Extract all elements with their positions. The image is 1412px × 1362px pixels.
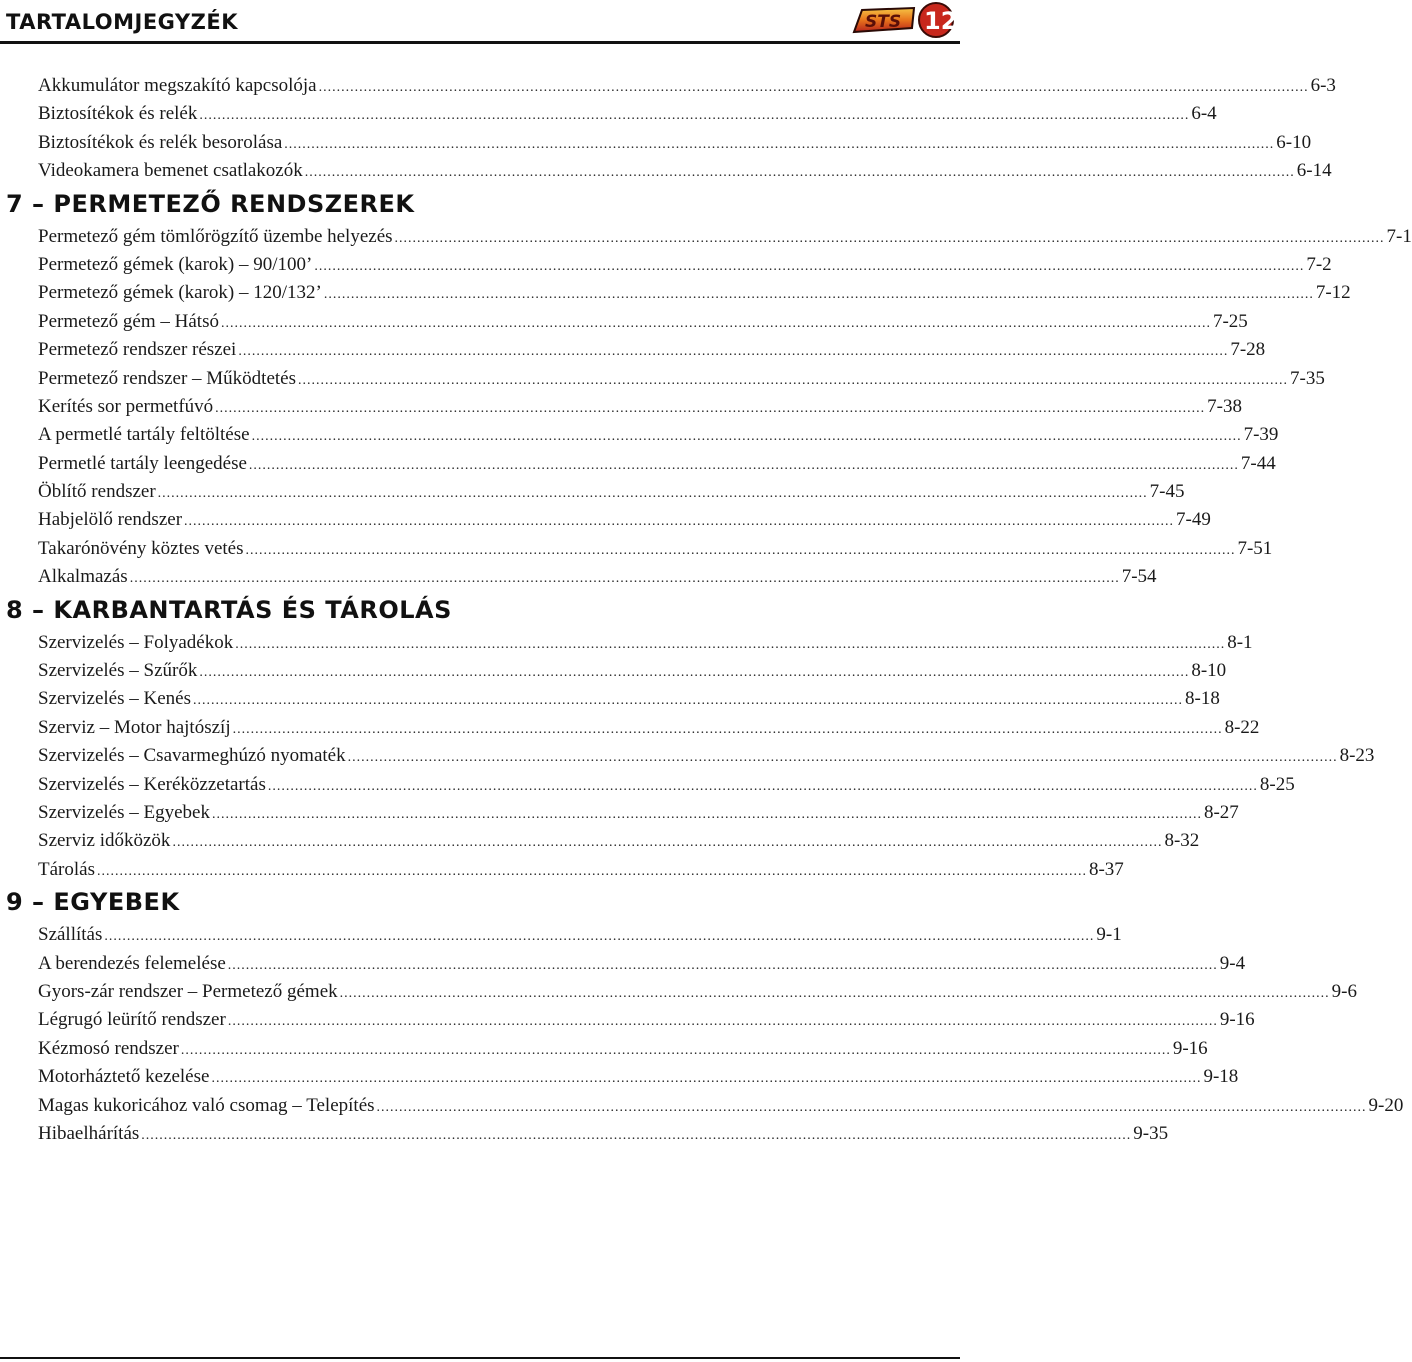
toc-entry-label: Szervizelés – Csavarmeghúzó nyomaték xyxy=(38,745,346,767)
toc-entry[interactable] xyxy=(38,450,1276,478)
toc-entry[interactable] xyxy=(38,308,1248,336)
toc-entry-label: Biztosítékok és relék besorolása xyxy=(38,131,283,153)
toc-entry-label: Permetező gém tömlőrögzítő üzembe helyezés xyxy=(38,225,393,247)
toc-entry-page: 8-32 xyxy=(1164,830,1200,852)
dot-leader: ............................................................................................................................................................................................................................ xyxy=(184,514,1175,530)
toc-entry-page: 7-35 xyxy=(1290,367,1325,389)
toc-entry-page: 9-1 xyxy=(1096,924,1122,946)
dot-leader: ............................................................................................................................................................................................................................ xyxy=(180,1042,1171,1058)
toc-entry-label: A berendezés felemelése xyxy=(38,952,226,974)
toc-entry-label: Habjelölő rendszer xyxy=(38,509,183,531)
toc-entry[interactable] xyxy=(38,393,1242,421)
dot-leader: ............................................................................................................................................................................................................................ xyxy=(104,929,1095,945)
dot-leader: ............................................................................................................................................................................................................................ xyxy=(339,985,1330,1001)
dot-leader: ............................................................................................................................................................................................................................ xyxy=(220,315,1211,331)
dot-leader: ............................................................................................................................................................................................................................ xyxy=(394,230,1385,246)
toc-entry-page: 8-23 xyxy=(1339,745,1375,767)
dot-leader: ............................................................................................................................................................................................................................ xyxy=(267,778,1258,794)
toc-entry-page: 7-25 xyxy=(1212,310,1248,332)
toc-entry[interactable] xyxy=(38,978,1357,1006)
toc-entry[interactable] xyxy=(38,421,1279,449)
toc-entry-label: Alkalmazás xyxy=(38,566,128,588)
toc-entry[interactable] xyxy=(38,629,1253,657)
toc-entry-page: 7-28 xyxy=(1230,339,1266,361)
dot-leader: ............................................................................................................................................................................................................................ xyxy=(211,1071,1202,1087)
toc-entry-page: 7-51 xyxy=(1237,537,1273,559)
toc-entry-label: Videokamera bemenet csatlakozók xyxy=(38,160,303,182)
toc-entry[interactable] xyxy=(38,950,1246,978)
toc-entry[interactable] xyxy=(38,856,1124,884)
toc-entry-label: Motorháztető kezelése xyxy=(38,1066,210,1088)
dot-leader: ............................................................................................................................................................................................................................ xyxy=(141,1127,1132,1143)
dot-leader: ............................................................................................................................................................................................................................ xyxy=(238,344,1229,360)
toc-entry-page: 6-10 xyxy=(1276,131,1312,153)
dot-leader: ............................................................................................................................................................................................................................ xyxy=(318,80,1309,95)
toc-entry-label: Permetező rendszer részei xyxy=(38,339,237,361)
toc-entry[interactable] xyxy=(38,771,1295,799)
toc-section-heading: 9 – EGYEBEK xyxy=(6,888,180,917)
toc-entry-page: 6-14 xyxy=(1296,160,1332,182)
toc-entry-page: 8-37 xyxy=(1088,858,1124,880)
dot-leader: ............................................................................................................................................................................................................................ xyxy=(227,957,1218,973)
toc-entry-label: Biztosítékok és relék xyxy=(38,103,198,125)
toc-entry[interactable] xyxy=(38,1120,1169,1148)
dot-leader: ............................................................................................................................................................................................................................ xyxy=(284,136,1275,152)
toc-entry[interactable] xyxy=(38,223,1412,251)
toc-entry-page: 7-12 xyxy=(1315,282,1351,304)
dot-leader: ............................................................................................................................................................................................................................ xyxy=(235,636,1226,652)
toc-entry[interactable] xyxy=(38,506,1211,534)
toc-entry[interactable] xyxy=(38,251,1332,279)
toc-entry[interactable] xyxy=(38,799,1239,827)
toc-entry-page: 7-38 xyxy=(1207,395,1242,417)
toc-entry-label: Permetlé tartály leengedése xyxy=(38,452,247,474)
dot-leader: ............................................................................................................................................................................................................................ xyxy=(211,806,1202,822)
toc-entry-label: Gyors-zár rendszer – Permetező gémek xyxy=(38,980,338,1002)
toc-entry-page: 7-54 xyxy=(1121,566,1157,588)
toc-entry-page: 7-45 xyxy=(1149,481,1185,503)
toc-entry-label: A permetlé tartály feltöltése xyxy=(38,424,250,446)
dot-leader: ............................................................................................................................................................................................................................ xyxy=(347,750,1338,766)
toc-entry-label: Takarónövény köztes vetés xyxy=(38,537,244,559)
toc-entry-label: Légrugó leürítő rendszer xyxy=(38,1009,226,1031)
toc-entry-label: Akkumulátor megszakító kapcsolója xyxy=(38,75,317,96)
toc-entry-label: Szervizelés – Egyebek xyxy=(38,801,210,823)
toc-entry[interactable] xyxy=(38,279,1351,307)
toc-entry-label: Permetező gémek (karok) – 90/100’ xyxy=(38,253,313,275)
toc-entry-page: 9-20 xyxy=(1368,1094,1404,1116)
toc-entry[interactable] xyxy=(38,1035,1208,1063)
toc-entry-label: Kerítés sor permetfúvó xyxy=(38,395,214,417)
toc-entry-label: Permetező gém – Hátsó xyxy=(38,310,219,332)
toc-entry-label: Permetező gémek (karok) – 120/132’ xyxy=(38,282,322,304)
toc-entry[interactable] xyxy=(38,535,1273,563)
dot-leader: ............................................................................................................................................................................................................................ xyxy=(323,287,1314,303)
toc-entry-label: Szervizelés – Folyadékok xyxy=(38,631,234,653)
toc-entry-page: 8-10 xyxy=(1191,660,1227,682)
toc-entry[interactable] xyxy=(38,827,1200,855)
toc-entry-label: Kézmosó rendszer xyxy=(38,1037,179,1059)
toc-entry-page: 9-4 xyxy=(1219,952,1246,974)
toc-entry[interactable] xyxy=(38,478,1185,506)
toc-entry-label: Szervizelés – Keréközzetartás xyxy=(38,773,266,795)
toc-entry-page: 6-4 xyxy=(1191,103,1217,125)
toc-entry[interactable] xyxy=(38,657,1227,685)
toc-entry-page: 8-25 xyxy=(1259,773,1295,795)
dot-leader: ............................................................................................................................................................................................................................ xyxy=(157,486,1148,502)
dot-leader: ............................................................................................................................................................................................................................ xyxy=(96,863,1087,879)
toc-entry-page: 6-3 xyxy=(1310,75,1336,96)
dot-leader: ............................................................................................................................................................................................................................ xyxy=(172,835,1163,851)
dot-leader: ............................................................................................................................................................................................................................ xyxy=(298,372,1288,388)
toc-entry-label: Szervizelés – Szűrők xyxy=(38,660,198,682)
dot-leader: ............................................................................................................................................................................................................................ xyxy=(199,665,1190,681)
toc-entry[interactable] xyxy=(38,72,1336,100)
toc-entry-page: 8-1 xyxy=(1227,631,1253,653)
svg-text:STS: STS xyxy=(865,12,902,32)
toc-entry-page: 7-49 xyxy=(1176,509,1211,531)
toc-entry[interactable] xyxy=(38,129,1312,157)
toc-entry-page: 7-2 xyxy=(1306,253,1332,275)
toc-entry-page: 8-18 xyxy=(1185,688,1220,710)
toc-entry-page: 8-27 xyxy=(1203,801,1239,823)
toc-entry-page: 9-16 xyxy=(1172,1037,1208,1059)
toc-entry-label: Tárolás xyxy=(38,858,95,880)
dot-leader: ............................................................................................................................................................................................................................ xyxy=(232,721,1223,737)
dot-leader: ............................................................................................................................................................................................................................ xyxy=(304,165,1295,181)
dot-leader: ............................................................................................................................................................................................................................ xyxy=(227,1014,1218,1030)
toc-entry-label: Szállítás xyxy=(38,924,103,946)
footer-rule xyxy=(0,1357,960,1359)
svg-text:12: 12 xyxy=(924,7,958,35)
toc-entry-page: 9-6 xyxy=(1331,980,1357,1002)
dot-leader: ............................................................................................................................................................................................................................ xyxy=(251,429,1242,445)
toc-entry[interactable] xyxy=(38,1006,1255,1034)
toc-entry[interactable] xyxy=(38,157,1332,185)
dot-leader: ............................................................................................................................................................................................................................ xyxy=(245,542,1236,558)
dot-leader: ............................................................................................................................................................................................................................ xyxy=(199,108,1190,124)
dot-leader: ............................................................................................................................................................................................................................ xyxy=(314,258,1305,274)
dot-leader: ............................................................................................................................................................................................................................ xyxy=(193,693,1183,709)
toc-entry[interactable] xyxy=(38,365,1325,393)
toc-entry-page: 9-35 xyxy=(1133,1122,1169,1144)
toc-entry[interactable] xyxy=(38,336,1266,364)
toc-entry[interactable] xyxy=(38,563,1157,591)
toc-entry[interactable] xyxy=(38,1063,1239,1091)
toc-entry-label: Szerviz – Motor hajtószíj xyxy=(38,716,231,738)
toc-entry-page: 7-44 xyxy=(1240,452,1276,474)
toc-entry[interactable] xyxy=(38,714,1260,742)
dot-leader: ............................................................................................................................................................................................................................ xyxy=(129,571,1120,587)
toc-entry[interactable] xyxy=(38,685,1220,713)
sts12-logo xyxy=(852,2,956,38)
toc-entry-page: 8-22 xyxy=(1224,716,1260,738)
toc-entry-page: 7-1 xyxy=(1386,225,1412,247)
toc-entry[interactable] xyxy=(38,921,1122,949)
toc-entry-page: 9-16 xyxy=(1219,1009,1255,1031)
toc-entry-page: 7-39 xyxy=(1243,424,1279,446)
page-header xyxy=(0,0,960,44)
dot-leader: ............................................................................................................................................................................................................................ xyxy=(248,457,1239,473)
toc-entry-label: Magas kukoricához való csomag – Telepítés xyxy=(38,1094,375,1116)
toc-entry-label: Szerviz időközök xyxy=(38,830,171,852)
toc-entry-label: Szervizelés – Kenés xyxy=(38,688,191,710)
toc-entry[interactable] xyxy=(38,742,1375,770)
table-of-contents xyxy=(0,72,1412,1148)
toc-entry[interactable] xyxy=(38,100,1217,128)
header-rule xyxy=(0,41,960,44)
toc-section-heading: 8 – KARBANTARTÁS ÉS TÁROLÁS xyxy=(6,595,452,624)
toc-entry[interactable] xyxy=(38,1092,1404,1120)
toc-entry-label: Permetező rendszer – Működtetés xyxy=(38,367,296,389)
dot-leader: ............................................................................................................................................................................................................................ xyxy=(215,400,1206,416)
page-title: TARTALOMJEGYZÉK xyxy=(6,10,238,34)
toc-entry-label: Öblítő rendszer xyxy=(38,481,156,503)
toc-entry-label: Hibaelhárítás xyxy=(38,1122,140,1144)
dot-leader: ............................................................................................................................................................................................................................ xyxy=(376,1099,1367,1115)
toc-section-heading: 7 – PERMETEZŐ RENDSZEREK xyxy=(6,189,415,218)
toc-entry-page: 9-18 xyxy=(1203,1066,1239,1088)
